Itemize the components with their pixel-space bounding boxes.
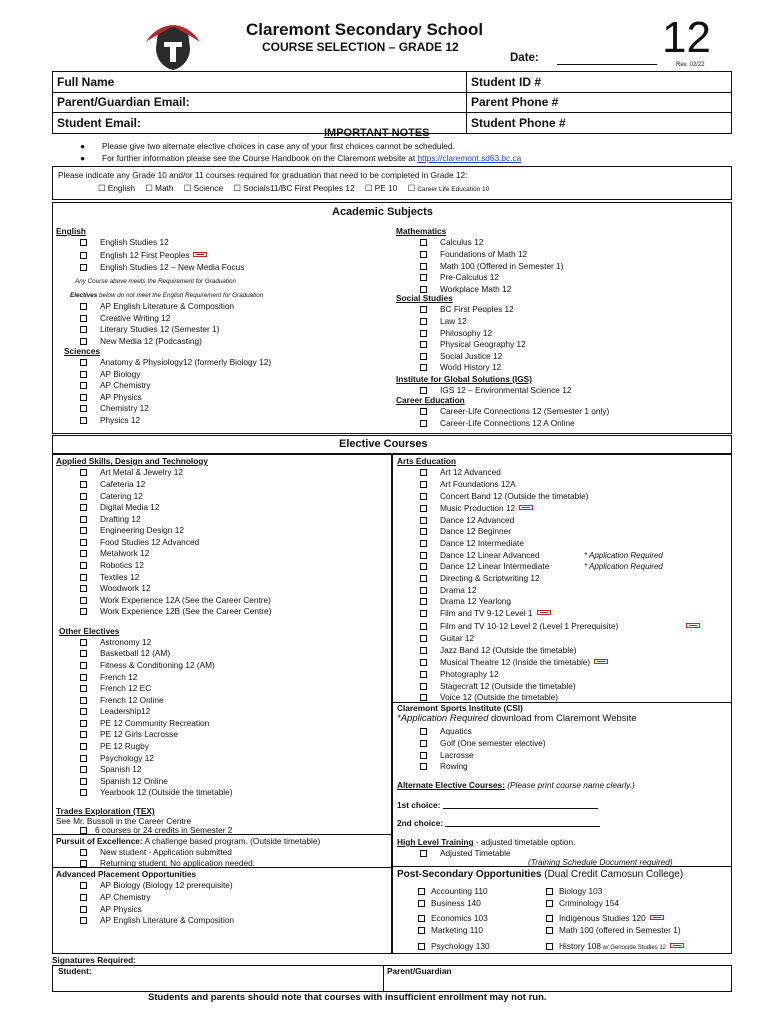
- course-checkbox[interactable]: Chemistry 12: [80, 403, 149, 413]
- course-checkbox[interactable]: AP English Literature & Composition: [80, 915, 234, 925]
- course-checkbox[interactable]: Physics 12: [80, 415, 140, 425]
- grad-option-math[interactable]: ☐ Math: [145, 183, 174, 193]
- course-checkbox[interactable]: Social Justice 12: [420, 351, 502, 361]
- course-checkbox[interactable]: Adjusted Timetable: [420, 848, 511, 858]
- course-checkbox[interactable]: Pre-Calculus 12: [420, 272, 499, 282]
- grad-option-english[interactable]: ☐ English: [98, 183, 135, 193]
- course-checkbox[interactable]: Drama 12 Yearlong: [420, 596, 511, 606]
- course-checkbox[interactable]: New student - Application submitted: [80, 847, 232, 857]
- divider: [392, 866, 732, 867]
- course-checkbox[interactable]: Woodwork 12: [80, 583, 151, 593]
- english-heading: English: [56, 226, 86, 236]
- course-checkbox[interactable]: Voice 12 (Outside the timetable): [420, 692, 558, 702]
- course-checkbox[interactable]: Creative Writing 12: [80, 313, 170, 323]
- website-link[interactable]: https://claremont.sd63.bc.ca: [417, 153, 522, 163]
- course-checkbox[interactable]: Stagecraft 12 (Outside the timetable): [420, 681, 576, 691]
- new-stamp-icon: [686, 623, 700, 628]
- course-checkbox[interactable]: AP Chemistry: [80, 892, 151, 902]
- parent-email-field[interactable]: Parent/Guardian Email:: [53, 92, 467, 113]
- application-required-note: * Application Required: [584, 551, 663, 560]
- course-checkbox[interactable]: Fitness & Conditioning 12 (AM): [80, 660, 215, 670]
- student-id-field[interactable]: Student ID #: [467, 72, 732, 93]
- csi-heading: Claremont Sports Institute (CSI): [397, 703, 523, 713]
- course-checkbox[interactable]: Drafting 12: [80, 514, 141, 524]
- course-checkbox[interactable]: Aquatics: [420, 726, 472, 736]
- course-checkbox[interactable]: Digital Media 12: [80, 502, 160, 512]
- student-signature-field[interactable]: Student:: [58, 966, 92, 976]
- note-bullet: ● Please give two alternate elective choices in case any of your first choices cannot be scheduled.: [80, 141, 455, 151]
- course-checkbox[interactable]: Philosophy 12: [420, 328, 492, 338]
- course-checkbox[interactable]: Accounting 110: [418, 886, 488, 896]
- course-checkbox[interactable]: Food Studies 12 Advanced: [80, 537, 199, 547]
- course-checkbox[interactable]: French 12: [80, 672, 137, 682]
- course-checkbox[interactable]: Spanish 12: [80, 764, 142, 774]
- grad-option-pe10[interactable]: ☐ PE 10: [364, 183, 398, 193]
- course-checkbox[interactable]: Film and TV 10-12 Level 2 (Level 1 Prerequisite): [420, 621, 618, 631]
- course-checkbox[interactable]: AP English Literature & Composition: [80, 301, 234, 311]
- course-checkbox[interactable]: AP Physics: [80, 392, 142, 402]
- school-logo: [138, 22, 208, 76]
- note-bullet: ● For further information please see the Course Handbook on the Claremont website at https://claremont.sd63.bc.ca: [80, 153, 522, 163]
- course-checkbox[interactable]: Dance 12 Intermediate: [420, 538, 524, 548]
- parent-signature-field[interactable]: Parent/Guardian: [387, 966, 452, 976]
- course-checkbox[interactable]: Dance 12 Linear Advanced: [420, 550, 540, 560]
- course-checkbox[interactable]: AP Biology: [80, 369, 140, 379]
- course-checkbox[interactable]: French 12 Online: [80, 695, 164, 705]
- math-heading: Mathematics: [396, 226, 447, 236]
- course-checkbox[interactable]: Anatomy & Physiology12 (formerly Biology 12): [80, 357, 271, 367]
- course-checkbox[interactable]: Literary Studies 12 (Semester 1): [80, 324, 219, 334]
- course-checkbox[interactable]: Biology 103: [546, 886, 602, 896]
- course-checkbox[interactable]: World History 12: [420, 362, 501, 372]
- social-heading: Social Studies: [396, 293, 453, 303]
- course-checkbox[interactable]: Lacrosse: [420, 750, 474, 760]
- course-checkbox[interactable]: Career-Life Connections 12 (Semester 1 only): [420, 406, 609, 416]
- new-stamp-icon: [594, 659, 608, 664]
- course-checkbox[interactable]: Film and TV 9-12 Level 1: [420, 608, 551, 618]
- course-checkbox[interactable]: Economics 103: [418, 913, 488, 923]
- course-checkbox[interactable]: AP Chemistry: [80, 380, 151, 390]
- arts-heading: Arts Education: [397, 456, 457, 466]
- alt-heading: Alternate Elective Courses: (Please print course name clearly.): [397, 780, 635, 790]
- school-name: Claremont Secondary School: [246, 20, 484, 39]
- course-checkbox[interactable]: Spanish 12 Online: [80, 776, 168, 786]
- course-checkbox[interactable]: Photography 12: [420, 669, 499, 679]
- course-checkbox[interactable]: Math 100 (Offered in Semester 1): [420, 261, 563, 271]
- course-checkbox[interactable]: PE 12 Girls Lacrosse: [80, 729, 178, 739]
- course-checkbox[interactable]: Career-Life Connections 12 A Online: [420, 418, 575, 428]
- course-checkbox[interactable]: Cafeteria 12: [80, 479, 145, 489]
- course-checkbox[interactable]: Jazz Band 12 (Outside the timetable): [420, 645, 577, 655]
- course-checkbox[interactable]: Calculus 12: [420, 237, 483, 247]
- course-checkbox[interactable]: Leadership12: [80, 706, 150, 716]
- student-email-field[interactable]: Student Email:: [53, 113, 467, 134]
- course-checkbox[interactable]: Golf (One semester elective): [420, 738, 546, 748]
- course-checkbox[interactable]: Psychology 130: [418, 941, 490, 951]
- course-checkbox[interactable]: Math 100 (offered in Semester 1): [546, 925, 681, 935]
- graduation-prompt: Please indicate any Grade 10 and/or 11 courses required for graduation that need to be completed in Grade 12:: [58, 170, 468, 180]
- course-checkbox[interactable]: Art 12 Advanced: [420, 467, 501, 477]
- english-note: Any Course above meets the Requirement for Graduation: [75, 278, 237, 285]
- important-notes-title: IMPORTANT NOTES: [324, 127, 430, 139]
- course-checkbox[interactable]: Dance 12 Advanced: [420, 515, 514, 525]
- elective-title: Elective Courses: [339, 438, 428, 450]
- sciences-heading: Sciences: [64, 346, 100, 356]
- enrollment-footer: Students and parents should note that courses with insufficient enrollment may not run.: [148, 992, 547, 1003]
- course-checkbox[interactable]: 6 courses or 24 credits in Semester 2: [80, 825, 232, 835]
- hlt-note: (Training Schedule Document required): [528, 857, 673, 867]
- grad-option-career[interactable]: ☐ Career Life Education 10: [407, 183, 490, 193]
- revision-date: Rev. 02/22: [676, 62, 705, 68]
- new-stamp-icon: [193, 252, 207, 257]
- course-checkbox[interactable]: Returning student. No application needed.: [80, 858, 255, 868]
- hlt-heading: High Level Training - adjusted timetable option.: [397, 837, 576, 847]
- course-checkbox[interactable]: Dance 12 Linear Intermediate: [420, 561, 549, 571]
- student-info-table: [52, 71, 732, 134]
- course-checkbox[interactable]: PE 12 Rugby: [80, 741, 149, 751]
- form-subtitle: COURSE SELECTION – GRADE 12: [262, 40, 459, 54]
- course-checkbox[interactable]: PE 12 Community Recreation: [80, 718, 209, 728]
- date-field[interactable]: [557, 64, 657, 65]
- course-checkbox[interactable]: AP Physics: [80, 904, 142, 914]
- course-checkbox[interactable]: Psychology 12: [80, 753, 154, 763]
- divider: [52, 867, 392, 868]
- trades-heading: Trades Exploration (TEX): [56, 806, 155, 816]
- course-checkbox[interactable]: Textiles 12: [80, 572, 139, 582]
- course-checkbox[interactable]: Basketball 12 (AM): [80, 648, 170, 658]
- grade-number: 12: [662, 13, 711, 62]
- parent-phone-field[interactable]: Parent Phone #: [467, 92, 732, 113]
- new-stamp-icon: [519, 505, 533, 510]
- course-checkbox[interactable]: Drama 12: [420, 585, 476, 595]
- course-checkbox[interactable]: Yearbook 12 (Outside the timetable): [80, 787, 233, 797]
- signatures-heading: Signatures Required:: [52, 955, 136, 965]
- grad-option-science[interactable]: ☐ Science: [183, 183, 224, 193]
- course-checkbox[interactable]: Business 140: [418, 898, 481, 908]
- grad-option-socials[interactable]: ☐ Socials11/BC First Peoples 12: [233, 183, 355, 193]
- course-checkbox[interactable]: Musical Theatre 12 (Inside the timetable): [420, 657, 608, 667]
- course-checkbox[interactable]: Foundations of Math 12: [420, 249, 527, 259]
- course-checkbox[interactable]: Engineering Design 12: [80, 525, 184, 535]
- course-checkbox[interactable]: Guitar 12: [420, 633, 474, 643]
- course-checkbox[interactable]: Work Experience 12B (See the Career Centre): [80, 606, 271, 616]
- graduation-options: [98, 183, 497, 193]
- course-checkbox[interactable]: Art Metal & Jewelry 12: [80, 467, 183, 477]
- application-required-note: * Application Required: [584, 562, 663, 571]
- course-checkbox[interactable]: Law 12: [420, 316, 467, 326]
- ap-heading: Advanced Placement Opportunities: [56, 869, 197, 879]
- course-checkbox[interactable]: IGS 12 – Environmental Science 12: [420, 385, 571, 395]
- course-checkbox[interactable]: Workplace Math 12: [420, 284, 511, 294]
- course-checkbox[interactable]: Directing & Scriptwriting 12: [420, 573, 540, 583]
- full-name-field[interactable]: Full Name: [53, 72, 467, 93]
- divider: [52, 834, 392, 835]
- divider: [383, 965, 384, 992]
- course-checkbox[interactable]: English Studies 12: [80, 237, 169, 247]
- new-stamp-icon: [537, 610, 551, 615]
- career-heading: Career Education: [396, 395, 465, 405]
- poe-heading: Pursuit of Excellence: A challenge based program. (Outside timetable): [56, 836, 321, 846]
- trades-text: See Mr. Bussoli in the Career Centre: [56, 816, 192, 826]
- csi-note: *Application Required download from Claremont Website: [397, 713, 637, 724]
- course-checkbox[interactable]: AP Biology (Biology 12 prerequisite): [80, 880, 233, 890]
- second-choice-field[interactable]: 2nd choice:: [397, 818, 600, 828]
- post-secondary-heading: Post-Secondary Opportunities (Dual Credit Camosun College): [397, 869, 684, 880]
- other-heading: Other Electives: [59, 626, 120, 636]
- course-checkbox[interactable]: Criminology 154: [546, 898, 619, 908]
- course-checkbox[interactable]: Art Foundations 12A: [420, 479, 516, 489]
- course-checkbox[interactable]: Robotics 12: [80, 560, 144, 570]
- course-checkbox[interactable]: Indigenous Studies 120: [546, 913, 664, 923]
- igs-heading: Institute for Global Solutions (IGS): [396, 374, 532, 384]
- new-stamp-icon: [650, 915, 664, 920]
- student-phone-field[interactable]: Student Phone #: [467, 113, 732, 134]
- course-checkbox[interactable]: Astronomy 12: [80, 637, 151, 647]
- course-checkbox[interactable]: BC First Peoples 12: [420, 304, 514, 314]
- course-checkbox[interactable]: New Media 12 (Podcasting): [80, 336, 202, 346]
- course-checkbox[interactable]: Rowing: [420, 761, 468, 771]
- course-checkbox[interactable]: Physical Geography 12: [420, 339, 526, 349]
- course-checkbox[interactable]: Metalwork 12: [80, 548, 149, 558]
- course-checkbox[interactable]: French 12 EC: [80, 683, 151, 693]
- applied-heading: Applied Skills, Design and Technology: [56, 456, 208, 466]
- course-checkbox[interactable]: Dance 12 Beginner: [420, 526, 511, 536]
- academic-title: Academic Subjects: [332, 206, 433, 218]
- course-checkbox[interactable]: English Studies 12 – New Media Focus: [80, 262, 244, 272]
- course-checkbox[interactable]: English 12 First Peoples: [80, 250, 207, 260]
- date-label: Date:: [510, 52, 539, 64]
- electives-note: Electives below do not meet the English Requirement for Graduation: [70, 292, 264, 299]
- course-checkbox[interactable]: Catering 12: [80, 491, 143, 501]
- course-checkbox[interactable]: Work Experience 12A (See the Career Centre): [80, 595, 271, 605]
- course-checkbox[interactable]: Marketing 110: [418, 925, 483, 935]
- course-checkbox[interactable]: Concert Band 12 (Outside the timetable): [420, 491, 589, 501]
- new-stamp-icon: [670, 943, 684, 948]
- course-checkbox[interactable]: History 108 w/ Genocide Studies 12: [546, 941, 684, 951]
- course-checkbox[interactable]: Music Production 12: [420, 503, 533, 513]
- first-choice-field[interactable]: 1st choice:: [397, 800, 598, 810]
